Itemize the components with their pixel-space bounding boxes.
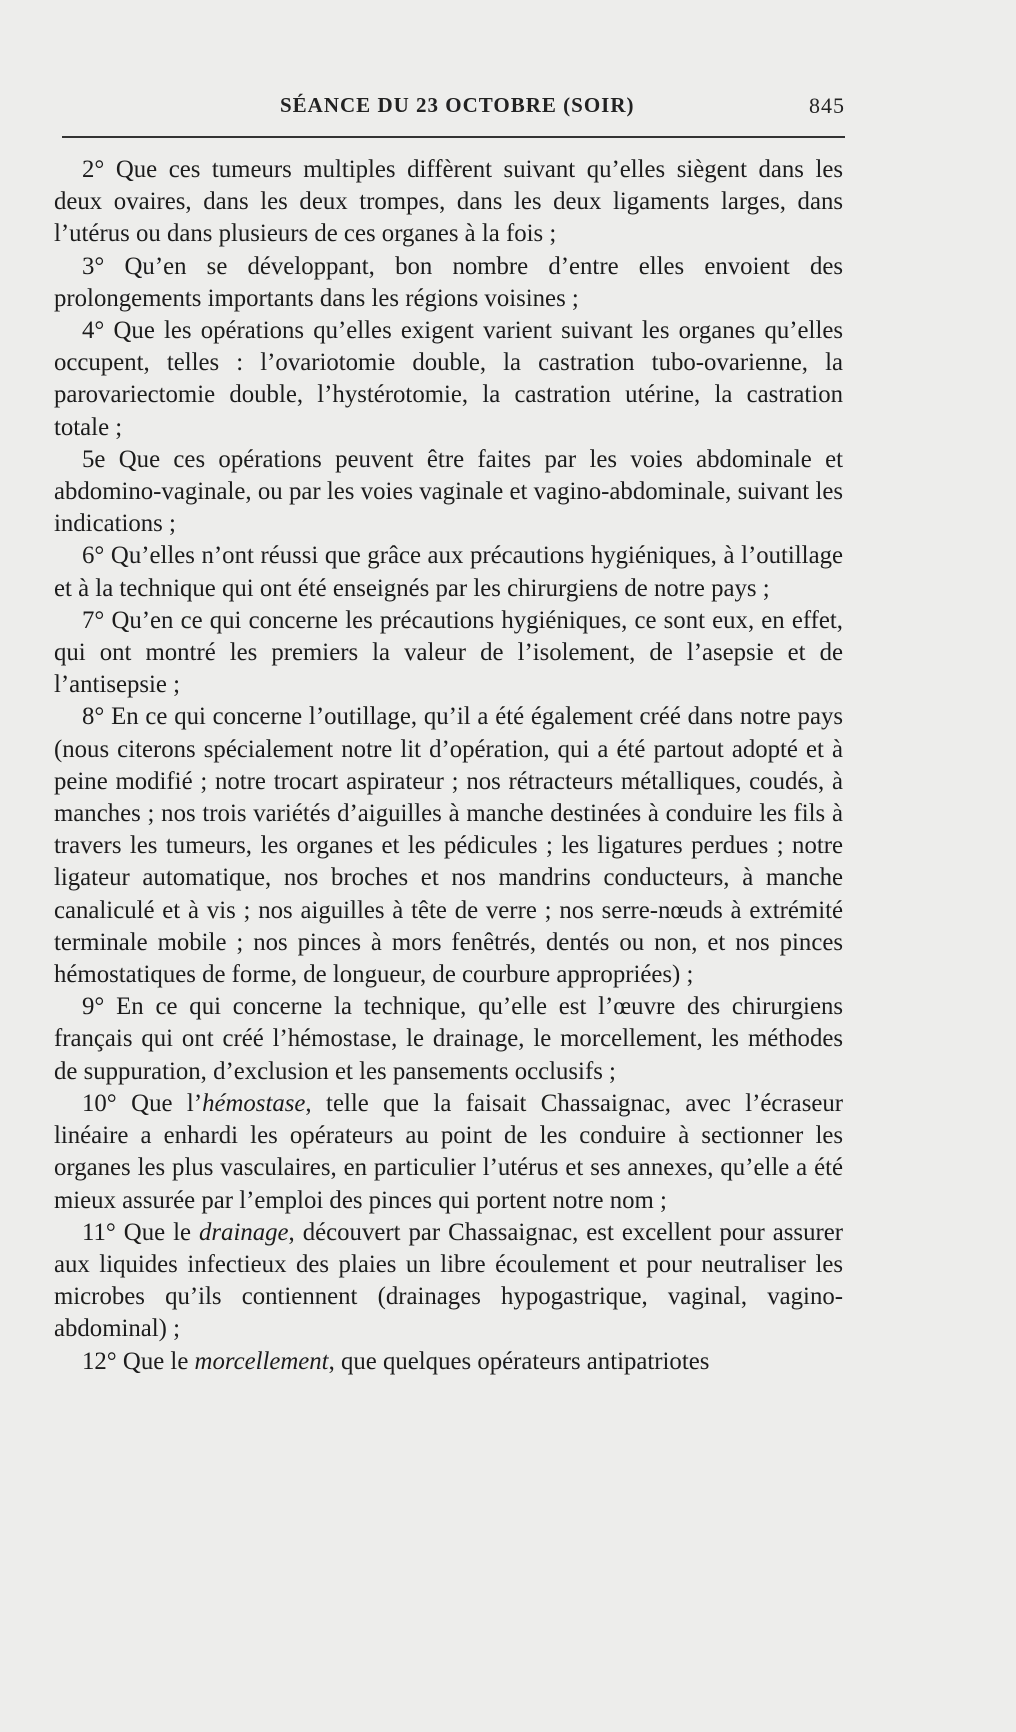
running-title: SÉANCE DU 23 OCTOBRE (SOIR) (280, 93, 635, 117)
paragraph-text-post: , telle que la faisait Chassaignac, avec l’écraseur linéaire a enhardi les opérateurs au point de les conduire à sectionner les organes les plus vasculaires, en particulier l’utérus et ses annexes, qu’elle a été mieux assurée par l’emploi des pinces qui portent notre nom ; (54, 1089, 844, 1214)
paragraph-text: Qu’en se développant, bon nombre d’entre elles envoient des prolongements importants dans les régions voisines ; (54, 252, 844, 312)
paragraph-12 (54, 1346, 843, 1378)
paragraph-number: 12° (82, 1347, 117, 1375)
paragraph-italic-term: hémostase (202, 1089, 306, 1117)
paragraph-10 (54, 1088, 843, 1217)
running-head (62, 88, 845, 128)
paragraph-text: En ce qui concerne l’outillage, qu’il a été également créé dans notre pays (nous citerons spécialement notre lit d’opération, qui a été partout adopté et à peine modifié ; notre trocart aspirateur ; nos rétracteurs métalliques, coudés, à manches ; nos trois variétés d’aiguilles à manche destinées à conduire les fils à travers les tumeurs, les organes et les pédicules ; les ligatures perdues ; notre ligateur automatique, nos broches et nos mandrins conducteurs, à manche canaliculé et à vis ; nos aiguilles à tête de verre ; nos serre-nœuds à extrémité terminale mobile ; nos pinces à mors fenêtrés, dentés ou non, et nos pinces hémostatiques de forme, de longueur, de courbure appropriées) ; (54, 703, 843, 989)
paragraph-number: 5e (82, 445, 106, 473)
paragraph-number: 9° (82, 993, 105, 1021)
paragraph-text: Que ces tumeurs multiples diffèrent suivant qu’elles siègent dans les deux ovaires, dans les deux trompes, dans les deux ligaments larges, dans l’utérus ou dans plusieurs de ces organes à la fois ; (54, 156, 843, 248)
paragraph-italic-term: drainage (199, 1218, 289, 1246)
paragraph-text-post: , que quelques opérateurs antipatriotes (328, 1347, 710, 1375)
paragraph-6 (54, 540, 843, 604)
paragraph-number: 4° (82, 317, 105, 345)
paragraph-text: Qu’en ce qui concerne les précautions hygiéniques, ce sont eux, en effet, qui ont montré les premiers la valeur de l’isolement, de l’asepsie et de l’antisepsie ; (54, 606, 844, 699)
paragraph-text-pre: Que l’ (131, 1089, 203, 1117)
paragraph-8 (54, 701, 843, 991)
paragraph-text: Que les opérations qu’elles exigent varient suivant les organes qu’elles occupent, telles : l’ovariotomie double, la castration tubo-ovarienne, la parovariectomie double, l’hystérotomie, la castration utérine, la castration totale ; (54, 317, 843, 441)
paragraph-text: En ce qui concerne la technique, qu’elle est l’œuvre des chirurgiens français qui ont créé l’hémostase, le drainage, le morcellement, les méthodes de suppuration, d’exclusion et les pansements occlusifs ; (54, 993, 843, 1085)
paragraph-2 (54, 154, 843, 251)
paragraph-number: 3° (82, 252, 105, 280)
paragraph-number: 11° (82, 1218, 116, 1246)
paragraph-text: Qu’elles n’ont réussi que grâce aux précautions hygiéniques, à l’outillage et à la technique qui ont été enseignés par les chirurgiens de notre pays ; (54, 542, 843, 602)
paragraph-5 (54, 444, 843, 541)
body-text (54, 154, 843, 1378)
paragraph-9 (54, 991, 843, 1088)
paragraph-text: Que ces opérations peuvent être faites par les voies abdominale et abdomino-vaginale, ou par les voies vaginale et vagino-abdominale, suivant les indications ; (54, 445, 843, 538)
header-rule (62, 136, 845, 138)
paragraph-text-pre: Que le (123, 1218, 199, 1246)
paragraph-text-pre: Que le (122, 1347, 195, 1375)
paragraph-3 (54, 251, 843, 315)
paragraph-number: 8° (82, 703, 105, 731)
paragraph-text-post: , découvert par Chassaignac, est excellent pour assurer aux liquides infectieux des plaies un libre écoulement et pour neutraliser les microbes qu’ils contiennent (drainages hypogastrique, vaginal, vagino-abdominal) ; (54, 1218, 843, 1343)
paragraph-7 (54, 605, 843, 702)
page-number: 845 (809, 93, 845, 118)
paragraph-number: 10° (82, 1089, 117, 1117)
paragraph-number: 2° (82, 156, 105, 183)
paragraph-4 (54, 315, 843, 444)
paragraph-11 (54, 1217, 843, 1346)
paragraph-number: 6° (82, 542, 105, 570)
paragraph-italic-term: morcellement (194, 1347, 329, 1375)
paragraph-number: 7° (82, 606, 105, 634)
